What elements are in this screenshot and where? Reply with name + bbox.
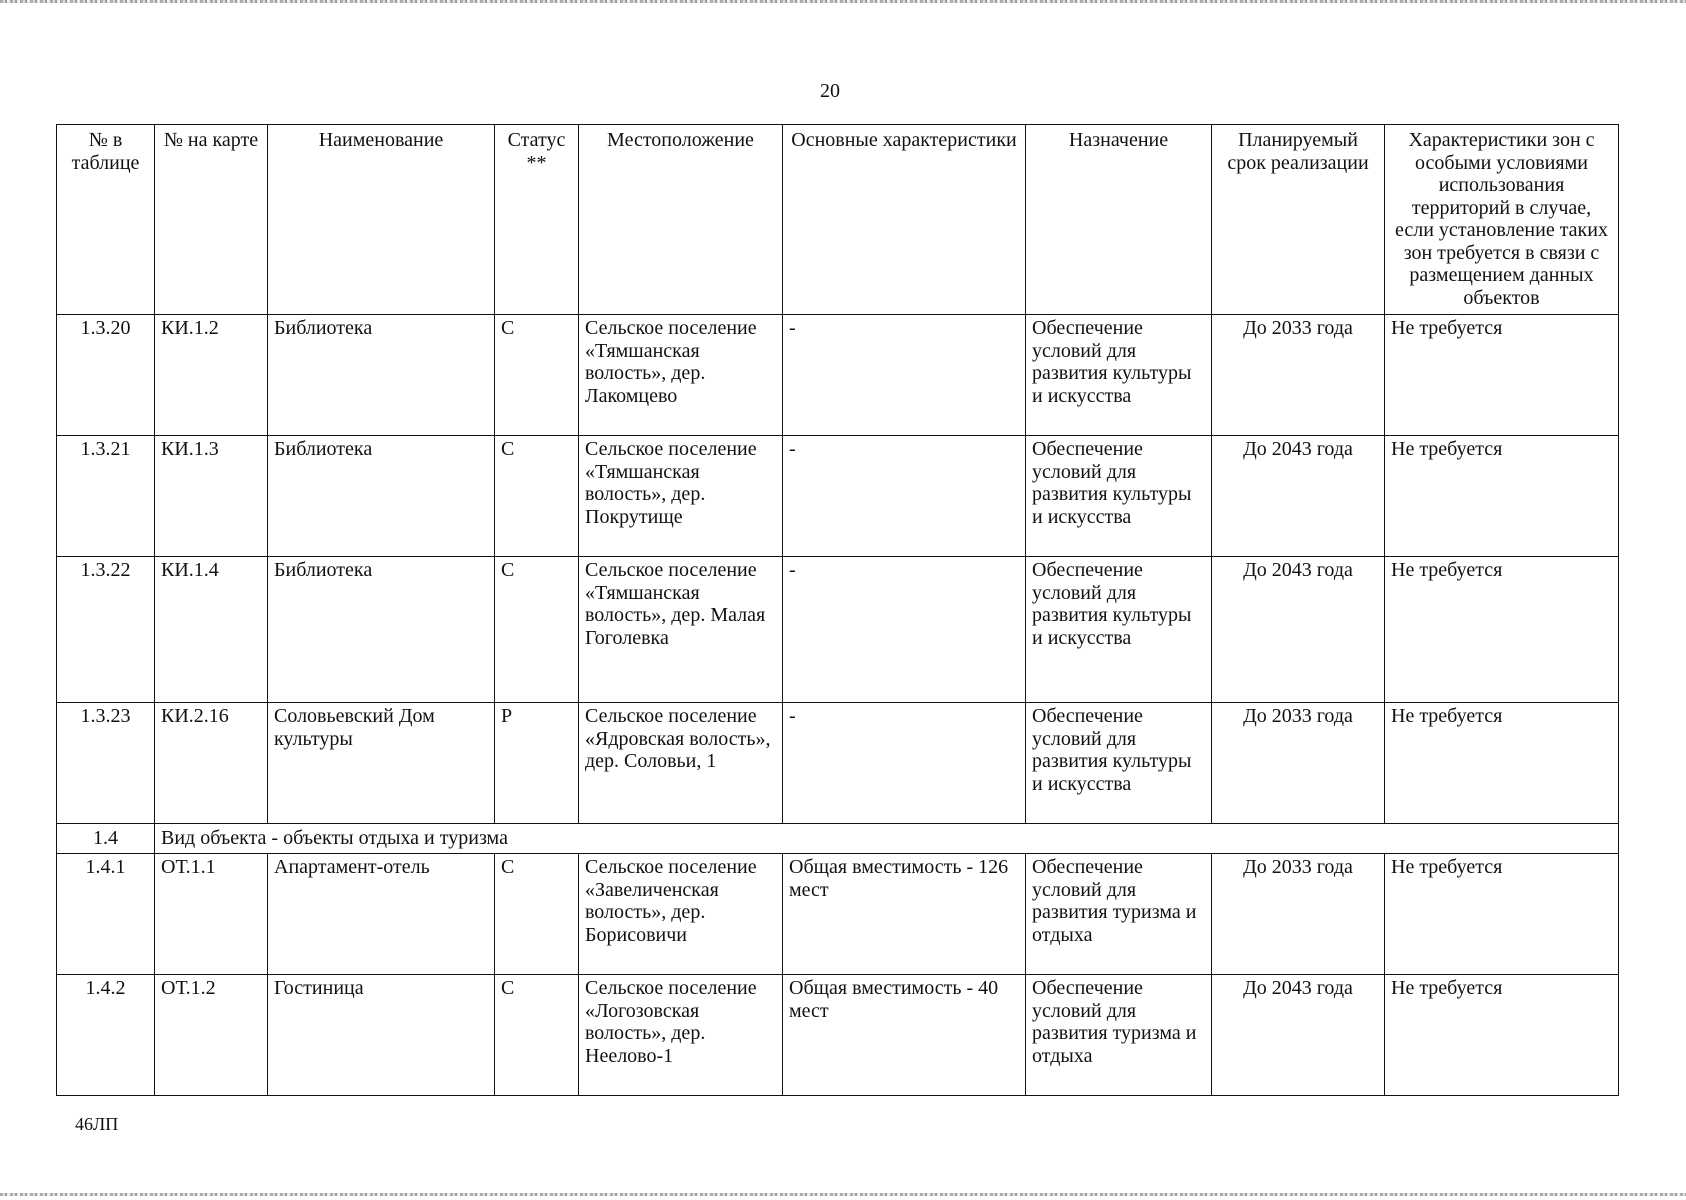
scan-edge-top (0, 0, 1686, 3)
cell-name: Библиотека (268, 557, 495, 703)
table-row (57, 557, 1619, 703)
header-row (57, 125, 1619, 315)
cell-status: С (495, 436, 579, 557)
cell-map-no: ОТ.1.2 (155, 975, 268, 1096)
cell-name: Библиотека (268, 315, 495, 436)
cell-zones: Не требуется (1385, 557, 1619, 703)
header-num: № в таблице (57, 125, 155, 315)
cell-purpose: Обеспечение условий для развития культуры и искусства (1026, 315, 1212, 436)
cell-zones: Не требуется (1385, 436, 1619, 557)
cell-term: До 2043 года (1212, 557, 1385, 703)
cell-name: Апартамент-отель (268, 854, 495, 975)
cell-purpose: Обеспечение условий для развития культуры и искусства (1026, 436, 1212, 557)
cell-location: Сельское поселение «Тямшанская волость», дер. Лакомцево (579, 315, 783, 436)
cell-name: Соловьевский Дом культуры (268, 703, 495, 824)
cell-term: До 2033 года (1212, 315, 1385, 436)
section-num: 1.4 (57, 824, 155, 854)
cell-term: До 2043 года (1212, 436, 1385, 557)
cell-zones: Не требуется (1385, 703, 1619, 824)
cell-characteristics: - (783, 315, 1026, 436)
cell-location: Сельское поселение «Логозовская волость», дер. Неелово-1 (579, 975, 783, 1096)
table-row (57, 436, 1619, 557)
cell-purpose: Обеспечение условий для развития туризма и отдыха (1026, 854, 1212, 975)
cell-num: 1.3.20 (57, 315, 155, 436)
cell-characteristics: Общая вместимость - 40 мест (783, 975, 1026, 1096)
cell-zones: Не требуется (1385, 975, 1619, 1096)
cell-characteristics: Общая вместимость - 126 мест (783, 854, 1026, 975)
table-row (57, 975, 1619, 1096)
cell-term: До 2033 года (1212, 703, 1385, 824)
header-purpose: Назначение (1026, 125, 1212, 315)
cell-location: Сельское поселение «Тямшанская волость», дер. Малая Гоголевка (579, 557, 783, 703)
cell-location: Сельское поселение «Ядровская волость», дер. Соловьи, 1 (579, 703, 783, 824)
cell-map-no: КИ.1.3 (155, 436, 268, 557)
cell-zones: Не требуется (1385, 854, 1619, 975)
cell-term: До 2033 года (1212, 854, 1385, 975)
document-code: 46ЛП (75, 1114, 119, 1134)
cell-name: Библиотека (268, 436, 495, 557)
cell-map-no: КИ.1.4 (155, 557, 268, 703)
section-title: Вид объекта - объекты отдыха и туризма (155, 824, 1619, 854)
header-zones: Характеристики зон с особыми условиями использования территорий в случае, если установление таких зон требуется в связи с размещением данных объектов (1385, 125, 1619, 315)
cell-term: До 2043 года (1212, 975, 1385, 1096)
cell-purpose: Обеспечение условий для развития культуры и искусства (1026, 557, 1212, 703)
cell-location: Сельское поселение «Тямшанская волость», дер. Покрутище (579, 436, 783, 557)
cell-characteristics: - (783, 436, 1026, 557)
cell-map-no: КИ.2.16 (155, 703, 268, 824)
cell-characteristics: - (783, 703, 1026, 824)
header-term: Планируемый срок реализации (1212, 125, 1385, 315)
cell-num: 1.4.1 (57, 854, 155, 975)
cell-status: С (495, 975, 579, 1096)
cell-map-no: ОТ.1.1 (155, 854, 268, 975)
cell-map-no: КИ.1.2 (155, 315, 268, 436)
header-map-no: № на карте (155, 125, 268, 315)
cell-status: С (495, 315, 579, 436)
header-name: Наименование (268, 125, 495, 315)
cell-zones: Не требуется (1385, 315, 1619, 436)
cell-num: 1.3.21 (57, 436, 155, 557)
table-row (57, 315, 1619, 436)
cell-name: Гостиница (268, 975, 495, 1096)
cell-num: 1.4.2 (57, 975, 155, 1096)
cell-purpose: Обеспечение условий для развития культуры и искусства (1026, 703, 1212, 824)
objects-table (56, 124, 1619, 1096)
page-number: 20 (820, 80, 840, 102)
cell-characteristics: - (783, 557, 1026, 703)
cell-status: Р (495, 703, 579, 824)
cell-location: Сельское поселение «Завеличенская волость», дер. Борисовичи (579, 854, 783, 975)
header-characteristics: Основные характеристики (783, 125, 1026, 315)
section-row (57, 824, 1619, 854)
cell-purpose: Обеспечение условий для развития туризма и отдыха (1026, 975, 1212, 1096)
cell-status: С (495, 557, 579, 703)
header-status: Статус ** (495, 125, 579, 315)
cell-num: 1.3.22 (57, 557, 155, 703)
cell-num: 1.3.23 (57, 703, 155, 824)
table-row (57, 854, 1619, 975)
scan-edge-bottom (0, 1193, 1686, 1196)
header-location: Местоположение (579, 125, 783, 315)
cell-status: С (495, 854, 579, 975)
table-row (57, 703, 1619, 824)
